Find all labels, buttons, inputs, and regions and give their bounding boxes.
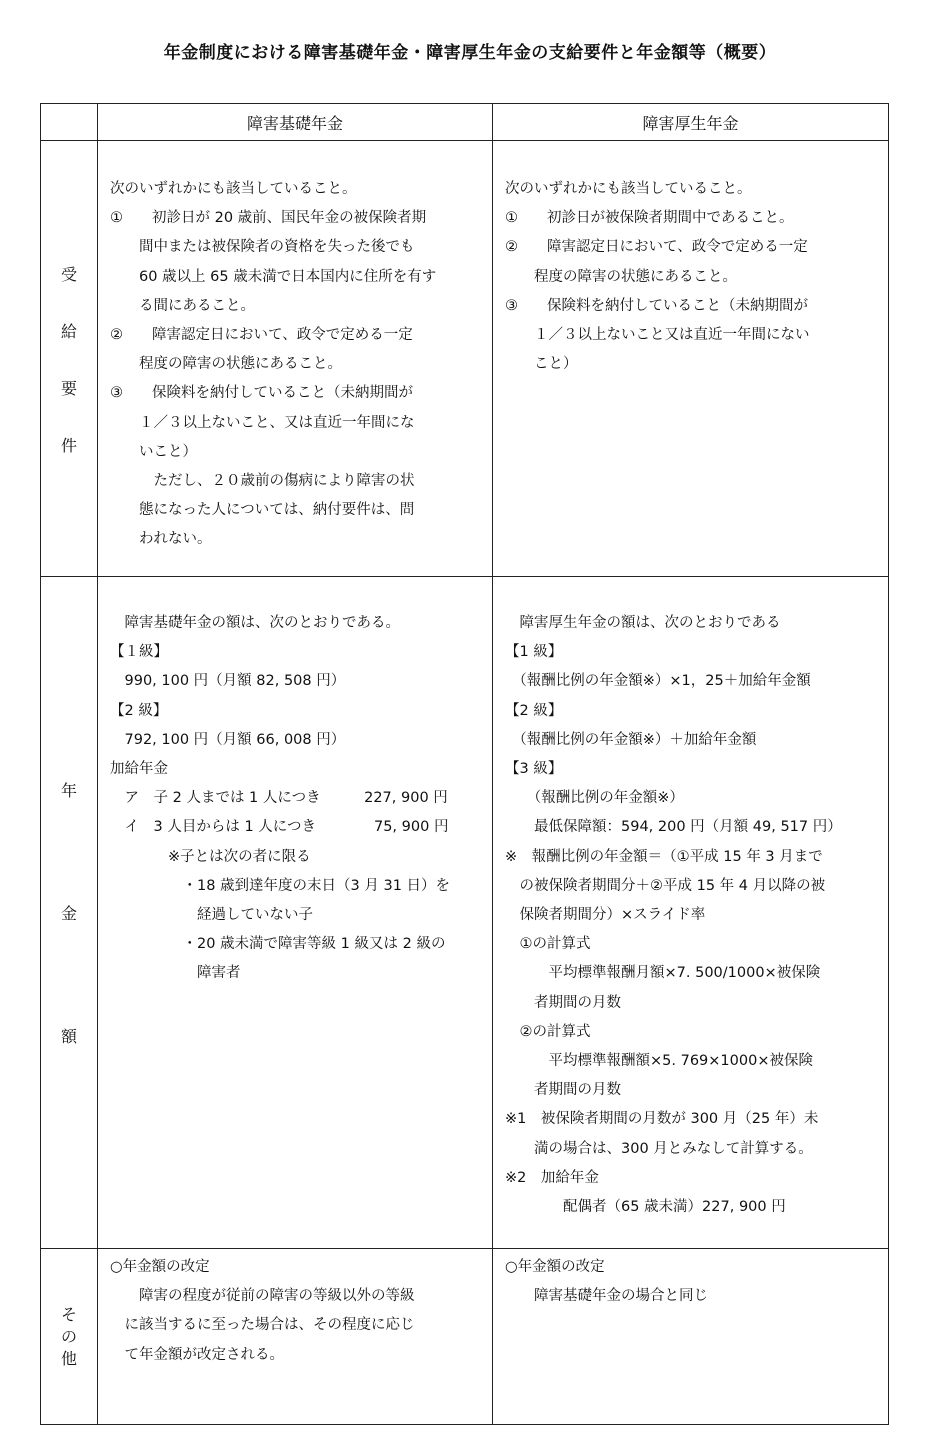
text-line: ※1 被保険者期間の月数が 300 月（25 年）未 xyxy=(505,1111,819,1128)
text-line: 990, 100 円（月額 82, 508 円） xyxy=(110,673,346,690)
text-line: ②の計算式 xyxy=(505,1023,591,1040)
text-line: 者期間の月数 xyxy=(505,994,621,1011)
text-line: １／３以上ないこと又は直近一年間にない xyxy=(505,327,810,344)
text-line: 【１級】 xyxy=(110,644,168,661)
label-char: 金 xyxy=(60,904,77,923)
amount-employee-cell xyxy=(493,577,889,1249)
text-line: ※ 報酬比例の年金額＝（①平成 15 年 3 月まで xyxy=(505,848,823,865)
text-line: 792, 100 円（月額 66, 008 円） xyxy=(110,731,346,748)
text-line: 【1 級】 xyxy=(505,644,563,661)
row-label-amount xyxy=(41,577,98,1249)
text-line: ○年金額の改定 xyxy=(110,1259,210,1275)
text-line: イ 3 人目からは 1 人につき 75, 900 円 xyxy=(110,819,449,836)
text-line: われない。 xyxy=(110,531,212,548)
text-line: 障害者 xyxy=(110,965,241,982)
eligibility-basic-cell xyxy=(98,141,493,577)
document-title: 年金制度における障害基礎年金・障害厚生年金の支給要件と年金額等（概要） xyxy=(163,43,777,63)
eligibility-employee-cell xyxy=(493,141,889,577)
label-char: 他 xyxy=(60,1348,77,1368)
text-line: ③ 保険料を納付していること（未納期間が xyxy=(505,297,808,314)
text-line: ア 子 2 人までは 1 人につき 227, 900 円 xyxy=(110,790,448,807)
label-char: そ xyxy=(60,1304,77,1324)
label-char: の xyxy=(60,1326,77,1346)
text-line: （報酬比例の年金額※）×1，25＋加給年金額 xyxy=(505,673,811,690)
text-line: ただし、２０歳前の傷病により障害の状 xyxy=(110,473,415,490)
text-line: ③ 保険料を納付していること（未納期間が xyxy=(110,385,413,402)
text-line: 障害基礎年金の額は、次のとおりである。 xyxy=(110,615,400,631)
text-line: 次のいずれかにも該当していること。 xyxy=(505,181,752,197)
text-line: 【3 級】 xyxy=(505,761,563,778)
label-char: 年 xyxy=(60,781,77,800)
header-row xyxy=(41,104,889,141)
text-line: 【2 級】 xyxy=(505,702,563,719)
text-line: 最低保障額：594, 200 円（月額 49, 517 円） xyxy=(505,819,842,836)
text-line: ・20 歳未満で障害等級 1 級又は 2 級の xyxy=(110,936,446,953)
text-line: て年金額が改定される。 xyxy=(110,1346,284,1363)
text-line: １／３以上ないこと、又は直近一年間にな xyxy=(110,414,415,431)
header-employee-pension: 障害厚生年金 xyxy=(493,104,889,141)
row-other xyxy=(41,1249,889,1425)
header-blank-cell xyxy=(41,104,98,141)
text-line: に該当するに至った場合は、その程度に応じ xyxy=(110,1317,415,1334)
text-line: 平均標準報酬額×5. 769×1000×被保険 xyxy=(505,1053,813,1070)
row-eligibility xyxy=(41,141,889,577)
text-line: 障害基礎年金の場合と同じ xyxy=(505,1288,708,1305)
text-line: 障害厚生年金の額は、次のとおりである xyxy=(505,615,781,631)
text-line: 保険者期間分）×スライド率 xyxy=(505,907,706,924)
text-line: 者期間の月数 xyxy=(505,1082,621,1099)
text-line: 経過していない子 xyxy=(110,907,313,924)
row-label-eligibility xyxy=(41,141,98,577)
label-char: 要 xyxy=(60,378,77,398)
text-line: こと） xyxy=(505,356,578,373)
text-line: ※子とは次の者に限る xyxy=(110,848,311,865)
text-line: 次のいずれかにも該当していること。 xyxy=(110,181,357,197)
text-line: ① 初診日が 20 歳前、国民年金の被保険者期 xyxy=(110,210,427,227)
text-line: 間中または被保険者の資格を失った後でも xyxy=(110,239,415,256)
label-char: 額 xyxy=(60,1027,77,1046)
pension-table xyxy=(40,103,889,1425)
text-line: （報酬比例の年金額※）＋加給年金額 xyxy=(505,731,757,748)
label-char: 給 xyxy=(60,321,77,341)
text-line: 平均標準報酬月額×7. 500/1000×被保険 xyxy=(505,965,821,982)
text-line: 加給年金 xyxy=(110,761,168,778)
other-basic-cell xyxy=(98,1249,493,1425)
text-line: ② 障害認定日において、政令で定める一定 xyxy=(505,239,808,256)
amount-basic-cell xyxy=(98,577,493,1249)
text-line: 配偶者（65 歳未満）227, 900 円 xyxy=(505,1199,786,1216)
text-line: 態になった人については、納付要件は、問 xyxy=(110,502,415,519)
label-char: 受 xyxy=(60,264,77,284)
text-line: いこと） xyxy=(110,443,197,460)
text-line: 程度の障害の状態にあること。 xyxy=(505,268,737,285)
row-pension-amount xyxy=(41,577,889,1249)
text-line: 【2 級】 xyxy=(110,702,168,719)
text-line: ② 障害認定日において、政令で定める一定 xyxy=(110,327,413,344)
header-basic-pension: 障害基礎年金 xyxy=(98,104,493,141)
label-char: 件 xyxy=(60,435,77,455)
text-line: ①の計算式 xyxy=(505,936,591,953)
text-line: る間にあること。 xyxy=(110,297,255,314)
text-line: ① 初診日が被保険者期間中であること。 xyxy=(505,210,794,227)
text-line: 障害の程度が従前の障害の等級以外の等級 xyxy=(110,1288,415,1305)
text-line: の被保険者期間分＋②平成 15 年 4 月以降の被 xyxy=(505,877,826,894)
text-line: （報酬比例の年金額※） xyxy=(505,790,684,807)
other-employee-cell xyxy=(493,1249,889,1425)
text-line: 程度の障害の状態にあること。 xyxy=(110,356,342,373)
text-line: ・18 歳到達年度の末日（3 月 31 日）を xyxy=(110,877,451,894)
text-line: 60 歳以上 65 歳未満で日本国内に住所を有す xyxy=(110,268,437,285)
text-line: ※2 加給年金 xyxy=(505,1169,599,1186)
text-line: ○年金額の改定 xyxy=(505,1259,605,1275)
text-line: 満の場合は、300 月とみなして計算する。 xyxy=(505,1140,813,1157)
row-label-other xyxy=(41,1249,98,1425)
